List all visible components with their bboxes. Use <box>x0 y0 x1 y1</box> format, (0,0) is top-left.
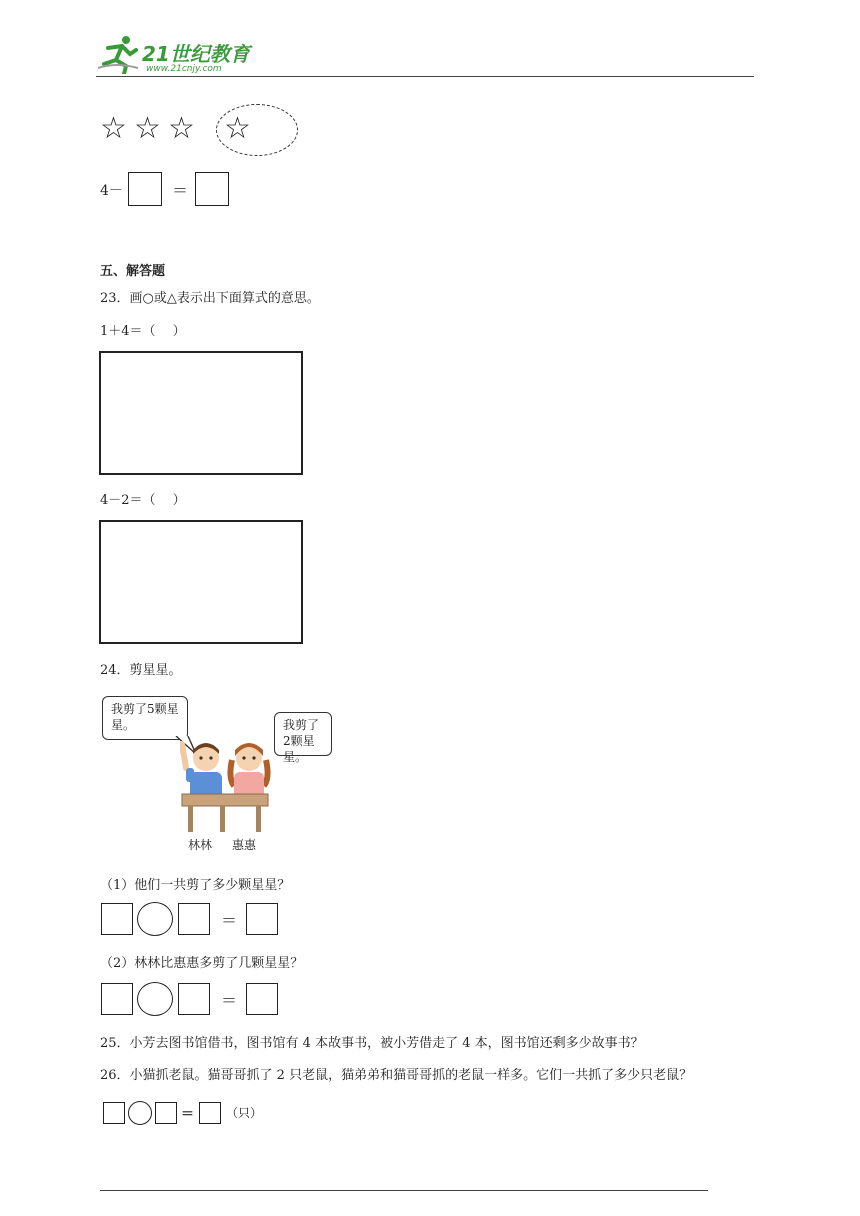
drawing-box[interactable] <box>99 351 303 475</box>
bubble-left-text: 我剪了5颗星星。 <box>111 702 179 732</box>
q24-prompt: 24．剪星星。 <box>100 663 182 678</box>
q23-expr1: 1＋4＝（ ） <box>100 324 186 339</box>
star-icon: ☆ <box>168 111 195 146</box>
answer-box[interactable] <box>246 903 278 935</box>
q25-prompt: 25．小芳去图书馆借书，图书馆有 4 本故事书，被小芳借走了 4 本，图书馆还剩多少故事书？ <box>100 1036 644 1051</box>
q24-sub1: （1）他们一共剪了多少颗星星？ <box>100 878 291 893</box>
q26-prompt: 26．小猫抓老鼠。猫哥哥抓了 2 只老鼠，猫弟弟和猫哥哥抓的老鼠一样多。它们一共抓了多少只老鼠？ <box>100 1068 693 1083</box>
unit-label: （只） <box>226 1106 263 1120</box>
equals-sign: ＝ <box>181 1107 195 1122</box>
speech-bubble-left <box>102 696 188 740</box>
header-logo <box>96 34 266 78</box>
answer-box[interactable] <box>128 172 162 206</box>
star-icon: ☆ <box>100 111 127 146</box>
logo-url-text: www.21cnjy.com <box>146 64 222 74</box>
star-icon: ☆ <box>224 111 251 146</box>
q24-sub2: （2）林林比惠惠多剪了几颗星星？ <box>100 956 304 971</box>
logo-main-text: 21世纪教育 <box>142 42 250 66</box>
stars-row <box>100 112 310 162</box>
q24-illustration <box>100 692 340 854</box>
equals-sign: ＝ <box>221 991 238 1010</box>
answer-box[interactable] <box>178 903 210 935</box>
operator-circle[interactable] <box>137 982 173 1016</box>
name-right: 惠惠 <box>232 838 257 852</box>
q23-expr2: 4－2＝（ ） <box>100 493 186 508</box>
answer-box[interactable] <box>199 1102 221 1124</box>
star-icon: ☆ <box>134 111 161 146</box>
operator-circle[interactable] <box>137 902 173 936</box>
answer-box[interactable] <box>101 983 133 1015</box>
footer-rule <box>100 1190 708 1191</box>
answer-box[interactable] <box>155 1102 177 1124</box>
name-left: 林林 <box>188 838 213 852</box>
drawing-box[interactable] <box>99 520 303 644</box>
speech-bubble-right <box>274 712 332 764</box>
equation-prefix: 4－ <box>100 183 123 199</box>
header-rule <box>96 76 754 77</box>
equals-sign: ＝ <box>172 181 189 200</box>
desk-icon <box>180 784 270 832</box>
answer-box[interactable] <box>178 983 210 1015</box>
answer-box[interactable] <box>101 903 133 935</box>
section-title: 五、解答题 <box>100 264 166 279</box>
answer-box[interactable] <box>195 172 229 206</box>
answer-box[interactable] <box>246 983 278 1015</box>
answer-box[interactable] <box>103 1102 125 1124</box>
operator-circle[interactable] <box>128 1101 152 1125</box>
runner-logo-icon <box>96 34 140 74</box>
bubble-right-text: 我剪了2颗星星。 <box>283 718 320 764</box>
q23-prompt: 23．画○或△表示出下面算式的意思。 <box>100 291 320 306</box>
equals-sign: ＝ <box>221 911 238 930</box>
